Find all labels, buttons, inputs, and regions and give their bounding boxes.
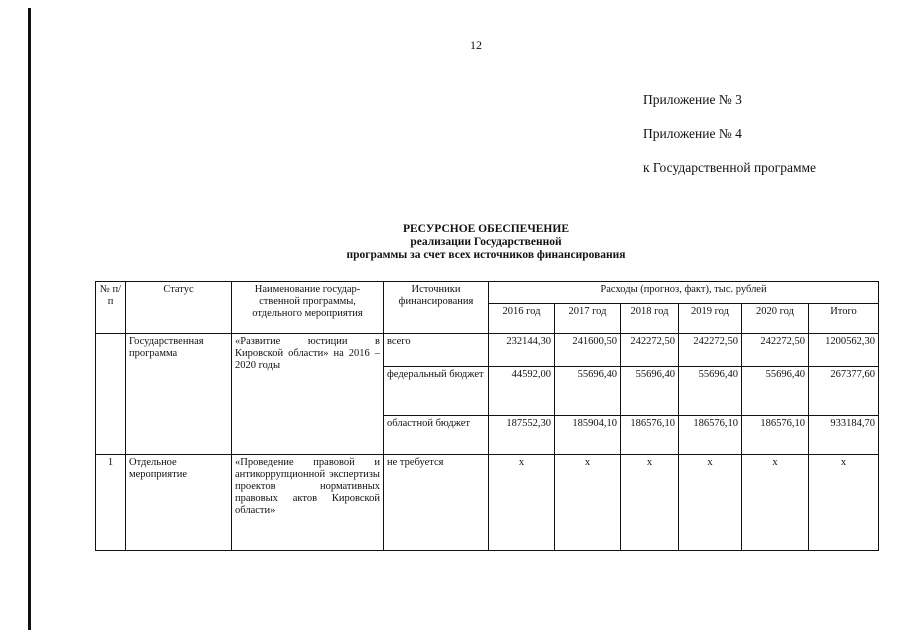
value-cell: 55696,40 xyxy=(742,367,809,416)
value-cell: 242272,50 xyxy=(742,334,809,367)
measure-num: 1 xyxy=(96,455,126,551)
value-cell: 186576,10 xyxy=(621,416,679,455)
value-cell: 55696,40 xyxy=(621,367,679,416)
value-cell: х xyxy=(679,455,742,551)
table-row xyxy=(96,455,879,551)
header-year: 2017 год xyxy=(555,304,621,334)
header-year: 2020 год xyxy=(742,304,809,334)
value-cell: х xyxy=(555,455,621,551)
value-cell: 55696,40 xyxy=(555,367,621,416)
value-cell: 187552,30 xyxy=(489,416,555,455)
value-cell: 186576,10 xyxy=(742,416,809,455)
value-cell: х xyxy=(489,455,555,551)
value-cell: 242272,50 xyxy=(621,334,679,367)
header-sources: Источники финансирования xyxy=(384,282,489,334)
program-name: «Развитие юстиции в Кировской области» на 2016 – 2020 годы xyxy=(232,334,384,455)
heading-line-3: программы за счет всех источников финансирования xyxy=(346,249,626,261)
program-num xyxy=(96,334,126,455)
measure-name: «Проведение правовой и антикоррупционной экспертизы проектов нормативных правовых актов Кировской области» xyxy=(232,455,384,551)
source-cell: всего xyxy=(384,334,489,367)
source-cell: областной бюджет xyxy=(384,416,489,455)
header-name: Наименование государ- ственной программы, отдельного мероприятия xyxy=(232,282,384,334)
value-cell: х xyxy=(621,455,679,551)
page-number: 12 xyxy=(470,38,482,52)
measure-status: Отдельное мероприятие xyxy=(126,455,232,551)
value-cell: 242272,50 xyxy=(679,334,742,367)
total-cell: 1200562,30 xyxy=(809,334,879,367)
document-heading xyxy=(96,223,876,262)
header-year: 2019 год xyxy=(679,304,742,334)
heading-line-1: РЕСУРСНОЕ ОБЕСПЕЧЕНИЕ xyxy=(402,223,569,235)
value-cell: 185904,10 xyxy=(555,416,621,455)
value-cell: 44592,00 xyxy=(489,367,555,416)
appendix-program-label: к Государственной программе xyxy=(643,160,817,175)
header-year: 2016 год xyxy=(489,304,555,334)
header-status: Статус xyxy=(126,282,232,334)
value-cell: 55696,40 xyxy=(679,367,742,416)
value-cell: 232144,30 xyxy=(489,334,555,367)
total-cell: х xyxy=(809,455,879,551)
total-cell: 933184,70 xyxy=(809,416,879,455)
margin-line xyxy=(28,8,31,630)
source-cell: федеральный бюджет xyxy=(384,367,489,416)
value-cell: 241600,50 xyxy=(555,334,621,367)
header-total: Итого xyxy=(809,304,879,334)
source-cell: не требуется xyxy=(384,455,489,551)
value-cell: 186576,10 xyxy=(679,416,742,455)
appendix-3-label: Приложение № 3 xyxy=(643,92,742,107)
heading-line-2: реализации Государственной xyxy=(410,236,562,248)
header-year: 2018 год xyxy=(621,304,679,334)
header-num: № п/п xyxy=(96,282,126,334)
table-row xyxy=(96,334,879,367)
resource-table xyxy=(95,281,879,551)
value-cell: х xyxy=(742,455,809,551)
total-cell: 267377,60 xyxy=(809,367,879,416)
appendix-4-label: Приложение № 4 xyxy=(643,126,742,141)
header-expenses: Расходы (прогноз, факт), тыс. рублей xyxy=(489,282,879,304)
program-status: Государственная программа xyxy=(126,334,232,455)
